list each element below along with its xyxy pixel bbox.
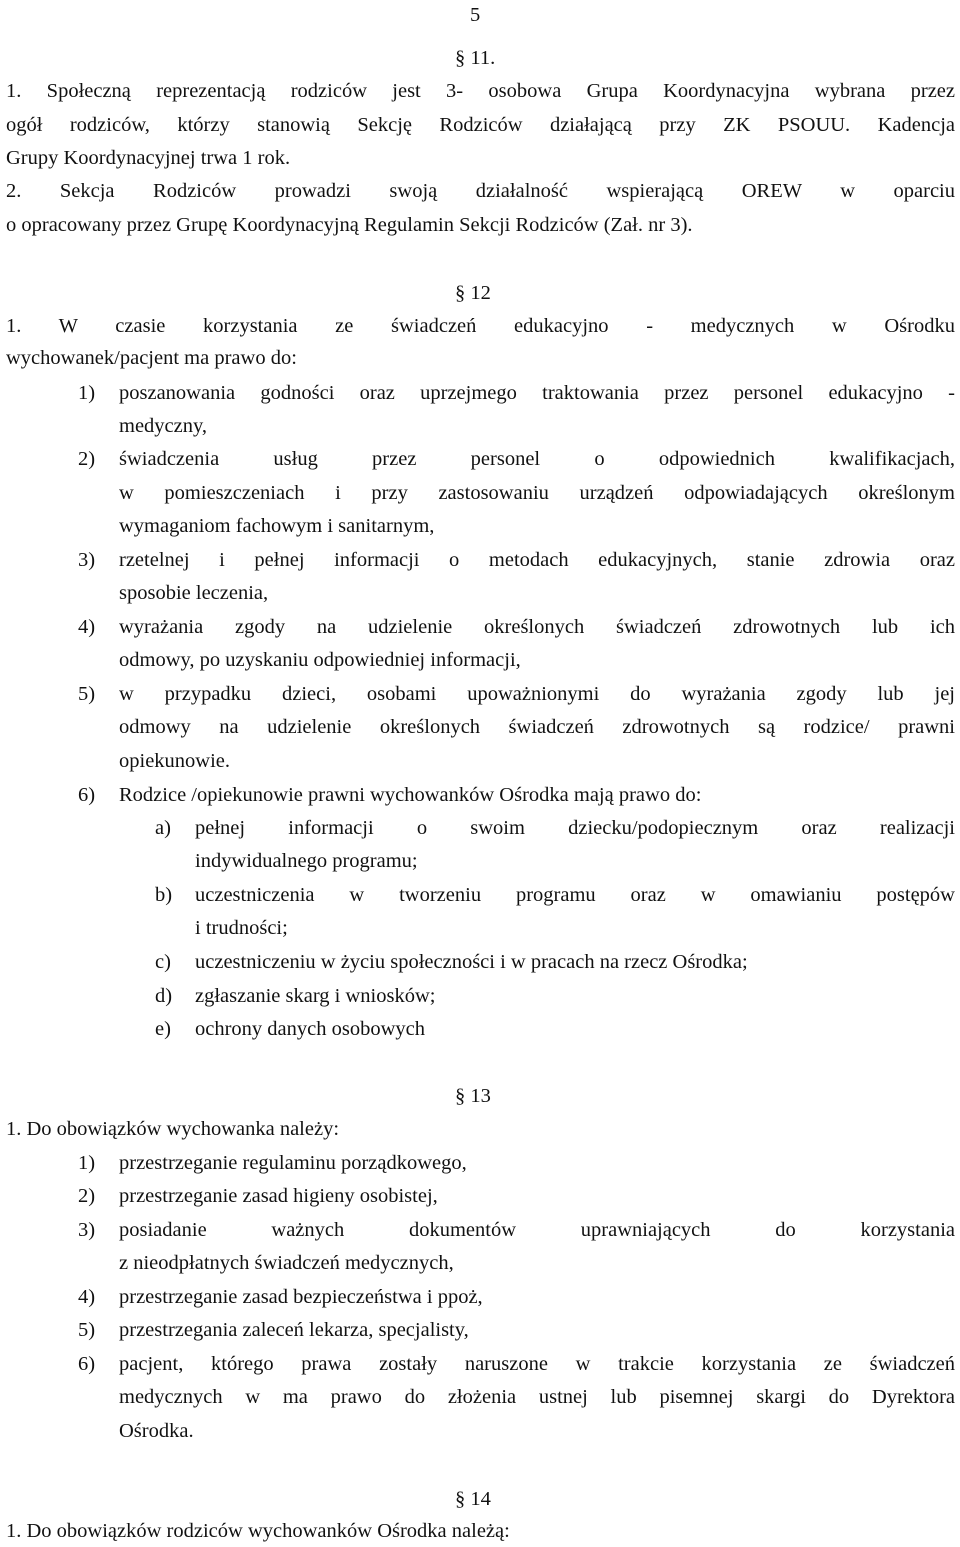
- list-item-text: wymaganiom fachowym i sanitarnym,: [119, 515, 435, 537]
- s11-p1-line3: Grupy Koordynacyjnej trwa 1 rok.: [6, 147, 291, 169]
- s11-p2-line1: 2. Sekcja Rodziców prowadzi swoją działalność wspierającą OREW w oparciu: [6, 180, 955, 202]
- s13-intro: 1. Do obowiązków wychowanka należy:: [6, 1118, 340, 1140]
- s14-intro: 1. Do obowiązków rodziców wychowanków Ośrodka należą:: [6, 1520, 510, 1542]
- sub-item-text: zgłaszanie skarg i wniosków;: [195, 985, 436, 1007]
- list-item-number: 6): [78, 1353, 96, 1375]
- sub-item-text: i trudności;: [195, 917, 288, 939]
- list-item-number: 5): [78, 1319, 96, 1341]
- list-item-text: Ośrodka.: [119, 1420, 194, 1442]
- list-item-text: przestrzeganie zasad higieny osobistej,: [119, 1185, 438, 1207]
- section-11-heading: § 11.: [455, 47, 496, 69]
- list-item-number: 3): [78, 1219, 96, 1241]
- sub-item-letter: e): [155, 1018, 171, 1040]
- list-item-number: 4): [78, 616, 96, 638]
- sub-item-text: uczestniczenia w tworzeniu programu oraz w omawianiu postępów: [195, 884, 955, 906]
- list-item-text: rzetelnej i pełnej informacji o metodach edukacyjnych, stanie zdrowia oraz: [119, 549, 955, 571]
- list-item-text: odmowy na udzielenie określonych świadczeń zdrowotnych są rodzice/ prawni: [119, 716, 955, 738]
- list-item-number: 2): [78, 448, 96, 470]
- sub-item-text: pełnej informacji o swoim dziecku/podopiecznym oraz realizacji: [195, 817, 955, 839]
- sub-item-text: uczestniczeniu w życiu społeczności i w pracach na rzecz Ośrodka;: [195, 951, 748, 973]
- list-item-text: Rodzice /opiekunowie prawni wychowanków Ośrodka mają prawo do:: [119, 784, 702, 806]
- list-item-text: opiekunowie.: [119, 750, 231, 772]
- sub-item-text: ochrony danych osobowych: [195, 1018, 426, 1040]
- list-item-number: 5): [78, 683, 96, 705]
- page-number: 5: [470, 4, 481, 26]
- list-item-text: przestrzeganie zasad bezpieczeństwa i ppoż,: [119, 1286, 483, 1308]
- sub-item-text: indywidualnego programu;: [195, 850, 418, 872]
- list-item-text: medycznych w ma prawo do złożenia ustnej lub pisemnej skargi do Dyrektora: [119, 1386, 955, 1408]
- section-13-heading: § 13: [455, 1085, 491, 1107]
- list-item-number: 4): [78, 1286, 96, 1308]
- s11-p1-line1: 1. Społeczną reprezentacją rodziców jest 3- osobowa Grupa Koordynacyjna wybrana przez: [6, 80, 955, 102]
- list-item-text: świadczenia usług przez personel o odpowiednich kwalifikacjach,: [119, 448, 955, 470]
- s12-intro-line1: 1. W czasie korzystania ze świadczeń edukacyjno - medycznych w Ośrodku: [6, 315, 955, 337]
- s11-p2-line2: o opracowany przez Grupę Koordynacyjną Regulamin Sekcji Rodziców (Zał. nr 3).: [6, 214, 693, 236]
- s12-intro-line2: wychowanek/pacjent ma prawo do:: [6, 347, 297, 369]
- list-item-text: sposobie leczenia,: [119, 582, 269, 604]
- list-item-number: 2): [78, 1185, 96, 1207]
- sub-item-letter: a): [155, 817, 171, 839]
- sub-item-letter: d): [155, 985, 173, 1007]
- list-item-text: medyczny,: [119, 415, 208, 437]
- list-item-number: 6): [78, 784, 96, 806]
- list-item-number: 1): [78, 1152, 96, 1174]
- sub-item-letter: b): [155, 884, 173, 906]
- list-item-text: pacjent, którego prawa zostały naruszone w trakcie korzystania ze świadczeń: [119, 1353, 955, 1375]
- list-item-text: przestrzegania zaleceń lekarza, specjalisty,: [119, 1319, 469, 1341]
- list-item-text: w pomieszczeniach i przy zastosowaniu urządzeń odpowiadających określonym: [119, 482, 955, 504]
- list-item-text: przestrzeganie regulaminu porządkowego,: [119, 1152, 467, 1174]
- list-item-text: z nieodpłatnych świadczeń medycznych,: [119, 1252, 454, 1274]
- list-item-number: 1): [78, 382, 96, 404]
- section-12-heading: § 12: [455, 282, 491, 304]
- list-item-text: odmowy, po uzyskaniu odpowiedniej informacji,: [119, 649, 521, 671]
- list-item-text: w przypadku dzieci, osobami upoważnionymi do wyrażania zgody lub jej: [119, 683, 955, 705]
- s11-p1-line2: ogół rodziców, którzy stanowią Sekcję Rodziców działającą przy ZK PSOUU. Kadencja: [6, 114, 955, 136]
- list-item-text: wyrażania zgody na udzielenie określonych świadczeń zdrowotnych lub ich: [119, 616, 955, 638]
- list-item-number: 3): [78, 549, 96, 571]
- list-item-text: posiadanie ważnych dokumentów uprawniających do korzystania: [119, 1219, 955, 1241]
- list-item-text: poszanowania godności oraz uprzejmego traktowania przez personel edukacyjno -: [119, 382, 955, 404]
- sub-item-letter: c): [155, 951, 171, 973]
- section-14-heading: § 14: [455, 1488, 491, 1510]
